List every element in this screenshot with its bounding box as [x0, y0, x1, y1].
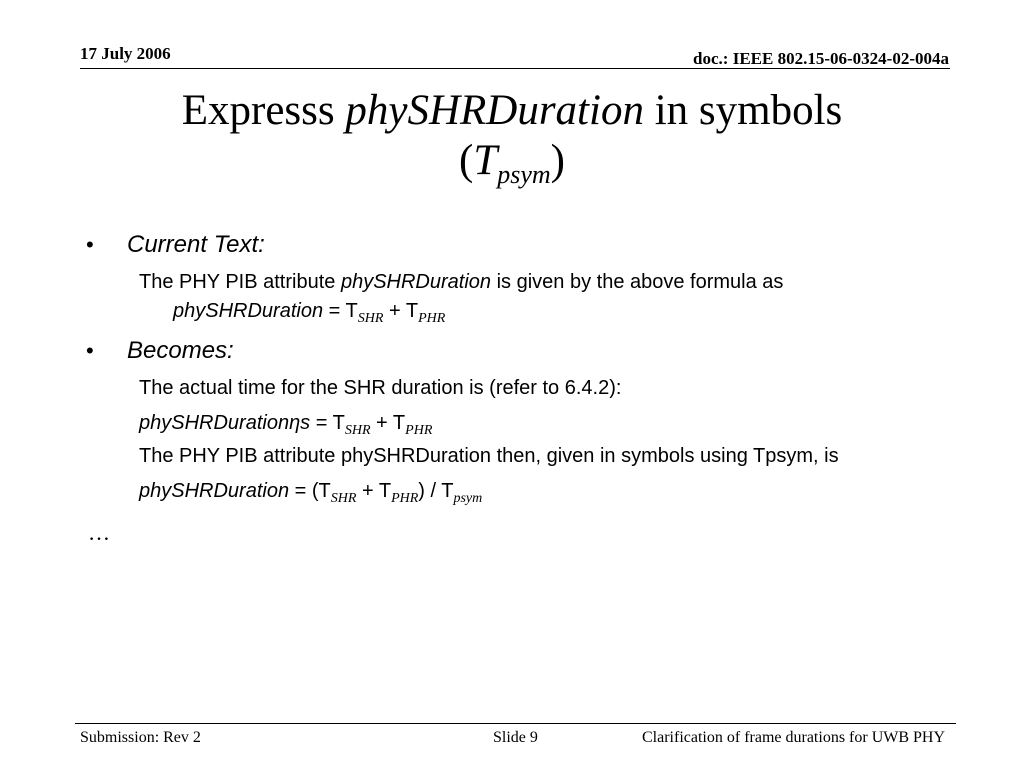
- current-text-sub-phr: PHR: [418, 311, 446, 326]
- becomes-line-2: [139, 411, 433, 438]
- footer-divider: [75, 723, 956, 724]
- becomes-line-3: The PHY PIB attribute phySHRDuration then, given in symbols using Tpsym, is: [139, 445, 839, 467]
- becomes-formula-2-eq: = (T: [289, 480, 331, 502]
- becomes-line-4: [139, 479, 483, 506]
- footer-subject: Clarification of frame durations for UWB PHY: [642, 729, 946, 746]
- footer-submission: Submission: Rev 2: [80, 729, 201, 746]
- current-text-line-1: [139, 270, 783, 294]
- title-paren-close: ): [550, 137, 565, 184]
- current-text-formula-plus: + T: [383, 300, 419, 322]
- current-text-formula-lhs: phySHRDuration: [173, 300, 324, 322]
- bullet-current-text: [86, 231, 94, 259]
- title-prefix: Expresss: [181, 87, 346, 134]
- slide-title: [0, 86, 1024, 189]
- becomes-formula-2-sub-psym: psym: [453, 491, 483, 506]
- current-text-sub-shr: SHR: [357, 311, 384, 326]
- bullet-becomes: [86, 337, 94, 365]
- title-italic: phySHRDuration: [345, 87, 644, 134]
- title-sub: psym: [497, 160, 551, 189]
- title-paren-open: (: [458, 137, 474, 184]
- becomes-line-1: The actual time for the SHR duration is (refer to 6.4.2):: [139, 377, 622, 399]
- becomes-formula-2-div: ) / T: [418, 480, 454, 502]
- becomes-formula-1-lhs: phySHRDurationηs: [139, 412, 311, 434]
- bullet-marker: •: [86, 232, 94, 257]
- header-doc-id: doc.: IEEE 802.15-06-0324-02-004a: [693, 49, 949, 68]
- becomes-formula-2-sub-shr: SHR: [330, 491, 357, 506]
- current-text-line-2: [173, 299, 446, 326]
- current-text-line-1-c: is given by the above formula as: [491, 271, 784, 293]
- bullet-becomes-label-wrap: [127, 337, 234, 365]
- becomes-formula-1-sub-phr: PHR: [405, 423, 433, 438]
- becomes-formula-1-eq: = T: [310, 412, 345, 434]
- title-line-2: [0, 136, 1024, 189]
- becomes-formula-1-sub-shr: SHR: [344, 423, 371, 438]
- header-divider: [80, 68, 950, 69]
- becomes-formula-2-plus: + T: [356, 480, 392, 502]
- current-text-line-1-b: phySHRDuration: [340, 271, 492, 293]
- becomes-formula-2-sub-phr: PHR: [391, 491, 419, 506]
- header-date: 17 July 2006: [80, 44, 171, 63]
- title-t: T: [473, 137, 498, 184]
- current-text-line-1-a: The PHY PIB attribute: [139, 271, 341, 293]
- becomes-formula-1-plus: + T: [370, 412, 406, 434]
- bullet-becomes-label: Becomes:: [127, 337, 234, 364]
- becomes-formula-2-lhs: phySHRDuration: [139, 480, 290, 502]
- title-line-1: [0, 86, 1024, 136]
- title-suffix: in symbols: [643, 87, 843, 134]
- bullet-current-text-label: Current Text:: [127, 231, 265, 258]
- footer-slide-number: Slide 9: [493, 729, 538, 746]
- bullet-marker: •: [86, 338, 94, 363]
- ellipsis: …: [88, 520, 110, 545]
- current-text-formula-eq: = T: [323, 300, 358, 322]
- bullet-current-text-label-wrap: [127, 231, 265, 259]
